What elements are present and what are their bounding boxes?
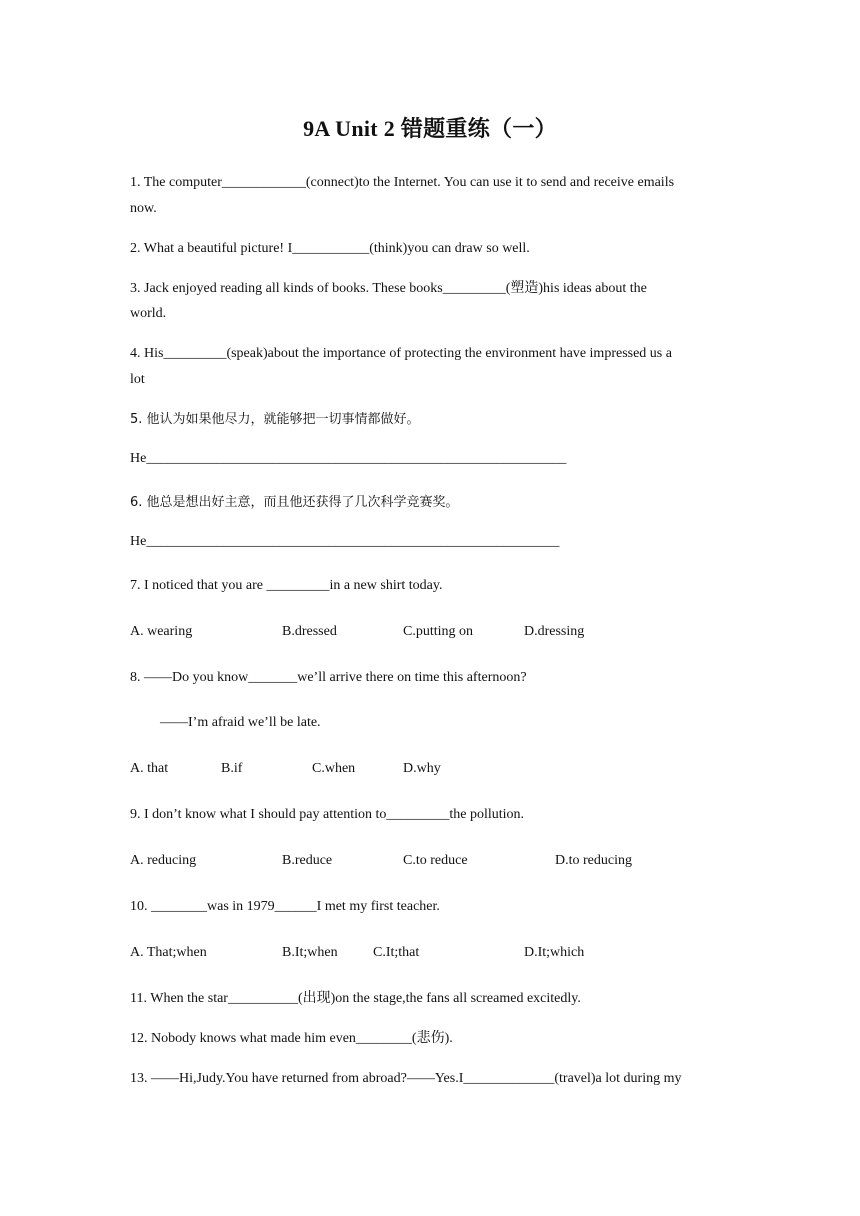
- q8-reply: ——I’m afraid we’ll be late.: [160, 715, 321, 730]
- q8-option-b: B.if: [221, 761, 243, 776]
- q3-line2: world.: [130, 306, 167, 321]
- q1-line2: now.: [130, 201, 157, 216]
- q4-line2: lot: [130, 372, 145, 387]
- q8-option-c: C.when: [312, 761, 356, 776]
- q10-stem: 10. ________was in 1979______I met my first teacher.: [130, 899, 440, 914]
- q7-option-b: B.dressed: [282, 624, 337, 639]
- q2-line1: 2. What a beautiful picture! I___________(think)you can draw so well.: [130, 241, 530, 256]
- q6-answer-line: He___________________________________________________________: [130, 534, 560, 549]
- q1-line1: 1. The computer____________(connect)to the Internet. You can use it to send and receive emails: [130, 175, 675, 190]
- q11-line1: 11. When the star__________(出现)on the stage,the fans all screamed excitedly.: [130, 991, 581, 1006]
- q8-option-d: D.why: [403, 761, 441, 776]
- q5-answer-line: He____________________________________________________________: [130, 451, 567, 466]
- q9-stem: 9. I don’t know what I should pay attention to_________the pollution.: [130, 807, 525, 822]
- q5-prompt: 5. 他认为如果他尽力，就能够把一切事情都做好。: [130, 412, 420, 427]
- q9-option-a: A. reducing: [130, 853, 197, 868]
- q7-option-d: D.dressing: [524, 624, 585, 639]
- q7-stem: 7. I noticed that you are _________in a new shirt today.: [130, 578, 443, 593]
- q10-option-b: B.It;when: [282, 945, 338, 960]
- q7-option-c: C.putting on: [403, 624, 474, 639]
- q6-prompt: 6. 他总是想出好主意，而且他还获得了几次科学竞赛奖。: [130, 495, 459, 510]
- q9-option-b: B.reduce: [282, 853, 333, 868]
- q8-option-a: A. that: [130, 761, 169, 776]
- q3-line1: 3. Jack enjoyed reading all kinds of books. These books_________(塑造)his ideas about the: [130, 281, 647, 296]
- q9-option-d: D.to reducing: [555, 853, 632, 868]
- q12-line1: 12. Nobody knows what made him even________(悲伤).: [130, 1031, 453, 1046]
- document-title: 9A Unit 2 错题重练（一）: [303, 116, 557, 141]
- q4-line1: 4. His_________(speak)about the importance of protecting the environment have impressed us a: [130, 346, 672, 361]
- q10-option-a: A. That;when: [130, 945, 207, 960]
- q10-option-d: D.It;which: [524, 945, 585, 960]
- q8-stem: 8. ——Do you know_______we’ll arrive there on time this afternoon?: [130, 670, 527, 685]
- q13-line1: 13. ——Hi,Judy.You have returned from abroad?——Yes.I_____________(travel)a lot during my: [130, 1071, 682, 1086]
- q9-option-c: C.to reduce: [403, 853, 468, 868]
- q7-option-a: A. wearing: [130, 624, 193, 639]
- q10-option-c: C.It;that: [373, 945, 420, 960]
